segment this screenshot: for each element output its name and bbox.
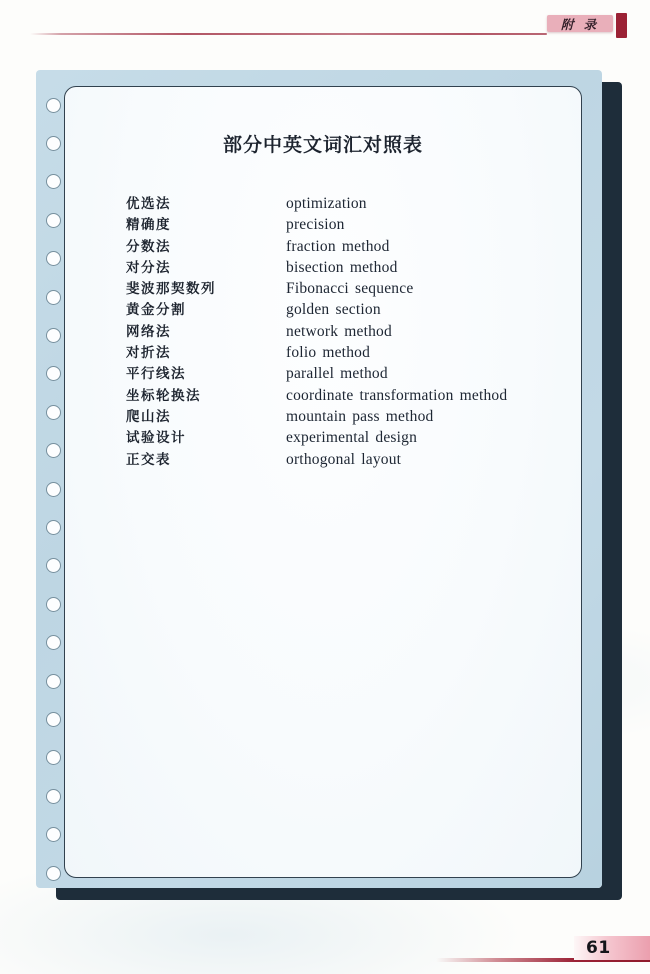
punch-hole [46, 597, 61, 612]
punch-hole [46, 558, 61, 573]
vocab-row [65, 362, 581, 383]
punch-hole [46, 174, 61, 189]
appendix-tab-label: 附 录 [560, 16, 600, 32]
punch-hole [46, 328, 61, 343]
en-term: experimental design [286, 429, 418, 447]
zh-term: 斐波那契数列 [126, 281, 216, 298]
page-number: 61 [586, 938, 611, 958]
punch-hole [46, 405, 61, 420]
punch-hole [46, 712, 61, 727]
zh-term: 对折法 [126, 345, 171, 362]
en-term: optimization [286, 195, 367, 212]
vocab-row [65, 426, 581, 447]
zh-term: 试验设计 [126, 430, 186, 447]
punch-hole [46, 866, 61, 881]
vocab-row [65, 192, 581, 213]
vocab-row [65, 235, 581, 256]
vocab-row [65, 320, 581, 341]
en-term: fraction method [286, 237, 390, 255]
punch-hole [46, 98, 61, 113]
zh-term: 分数法 [126, 238, 171, 255]
punch-hole [46, 290, 61, 305]
en-term: precision [286, 216, 345, 234]
en-term: mountain pass method [286, 407, 434, 425]
punch-hole [46, 482, 61, 497]
zh-term: 优选法 [126, 196, 171, 212]
vocab-row [65, 213, 581, 234]
punch-hole [46, 674, 61, 689]
punch-hole [46, 635, 61, 650]
punch-hole [46, 750, 61, 765]
vocab-row [65, 298, 581, 319]
zh-term: 精确度 [126, 217, 171, 234]
zh-term: 平行线法 [126, 366, 186, 383]
content-area [64, 86, 582, 878]
zh-term: 网络法 [126, 323, 171, 340]
punch-hole [46, 789, 61, 804]
en-term: parallel method [286, 365, 388, 383]
vocab-row [65, 405, 581, 426]
en-term: bisection method [286, 258, 398, 276]
punch-hole [46, 520, 61, 535]
page-title: 部分中英文词汇对照表 [222, 134, 423, 156]
zh-term: 坐标轮换法 [126, 387, 201, 404]
en-term: network method [286, 322, 392, 340]
punch-hole [46, 251, 61, 266]
vocab-row [65, 277, 581, 298]
en-term: Fibonacci sequence [286, 280, 414, 298]
header-accent-bar [616, 13, 627, 38]
en-term: golden section [286, 301, 381, 319]
zh-term: 黄金分割 [126, 302, 186, 319]
vocab-row [65, 341, 581, 362]
punch-hole [46, 213, 61, 228]
vocab-row [65, 256, 581, 277]
punch-hole [46, 366, 61, 381]
header-rule [30, 33, 547, 35]
zh-term: 对分法 [126, 259, 171, 276]
zh-term: 爬山法 [126, 408, 171, 425]
vocab-table [65, 192, 581, 469]
vocab-row [65, 384, 581, 405]
punch-hole [46, 136, 61, 151]
en-term: orthogonal layout [286, 450, 402, 468]
en-term: coordinate transformation method [286, 386, 508, 404]
printer-paper-sheet [36, 70, 602, 888]
appendix-tab [547, 15, 613, 32]
vocab-row [65, 448, 581, 469]
en-term: folio method [286, 344, 371, 362]
punch-hole [46, 443, 61, 458]
punch-hole [46, 827, 61, 842]
zh-term: 正交表 [126, 451, 171, 468]
page-number-badge [574, 936, 650, 960]
